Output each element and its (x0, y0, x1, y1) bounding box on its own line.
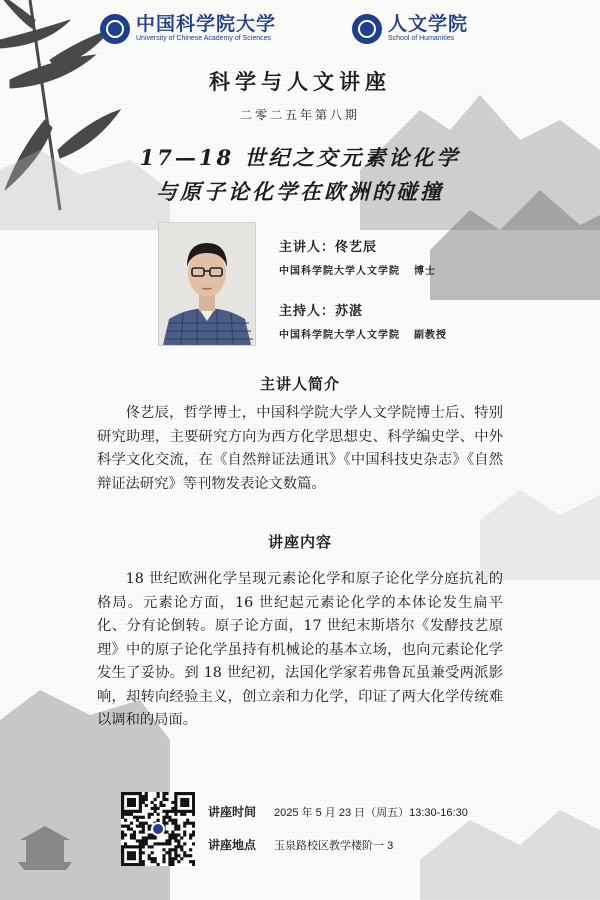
lecture-time-value: 2025 年 5 月 23 日（周五）13:30-16:30 (274, 807, 468, 819)
content-text: 18 世纪欧洲化学呈现元素论化学和原子论化学分庭抗礼的格局。元素论方面，16 世纪起元素论化学的本体论发生扁平化、分有论倒转。原子论方面，17 世纪末斯塔尔《发酵技艺原理》中的原子论化学虽持有机械论的基本立场，也向元素论化学发生了妥协。到 18 世纪初，法国化学家若弗鲁瓦虽兼受两派影响，却转向经验主义，创立亲和力化学，印证了两大化学传统难以调和的局面。 (97, 571, 503, 728)
lecture-title-line-1: 17—18 世纪之交元素论化学 (139, 145, 461, 170)
lecture-place-row (208, 836, 393, 853)
host-title: 副教授 (414, 330, 447, 341)
speaker-title: 博士 (414, 266, 436, 277)
ucas-seal-icon (100, 14, 130, 44)
speaker-affiliation (279, 262, 436, 277)
school-seal-icon (352, 14, 382, 44)
ucas-name: 中国科学院大学 (136, 13, 277, 35)
lecture-time-row (208, 803, 468, 820)
speaker-name: 主讲人：佟艺辰 (279, 240, 378, 255)
speaker-photo (158, 222, 256, 346)
qr-code[interactable] (121, 792, 195, 866)
issue-number: 二零二五年第八期 (239, 108, 360, 122)
lecture-place-label: 讲座地点 (208, 838, 257, 852)
host-affiliation-org: 中国科学院大学人文学院 (279, 330, 400, 341)
ucas-logo (100, 14, 276, 44)
ucas-english-name: University of Chinese Academy of Sciences (136, 35, 272, 42)
speaker-affiliation-org: 中国科学院大学人文学院 (279, 266, 400, 277)
content-heading: 讲座内容 (267, 533, 332, 551)
series-title: 科学与人文讲座 (209, 69, 391, 94)
lecture-title-line-2: 与原子论化学在欧洲的碰撞 (156, 179, 444, 204)
bio-heading: 主讲人简介 (259, 375, 340, 393)
school-english-name: School of Humanities (388, 35, 455, 42)
lecture-place-value: 玉泉路校区教学楼阶一 3 (274, 840, 394, 852)
school-name: 人文学院 (388, 13, 469, 35)
host-name: 主持人：苏湛 (279, 304, 364, 319)
lecture-time-label: 讲座时间 (208, 805, 257, 819)
bio-text: 佟艺辰，哲学博士，中国科学院大学人文学院博士后、特别研究助理，主要研究方向为西方化学思想史、科学编史学、中外科学文化交流，在《自然辩证法通讯》《中国科技史杂志》《自然辩证法研究》等刊物发表论文数篇。 (97, 405, 503, 492)
school-logo (352, 14, 468, 44)
host-affiliation (279, 326, 447, 341)
